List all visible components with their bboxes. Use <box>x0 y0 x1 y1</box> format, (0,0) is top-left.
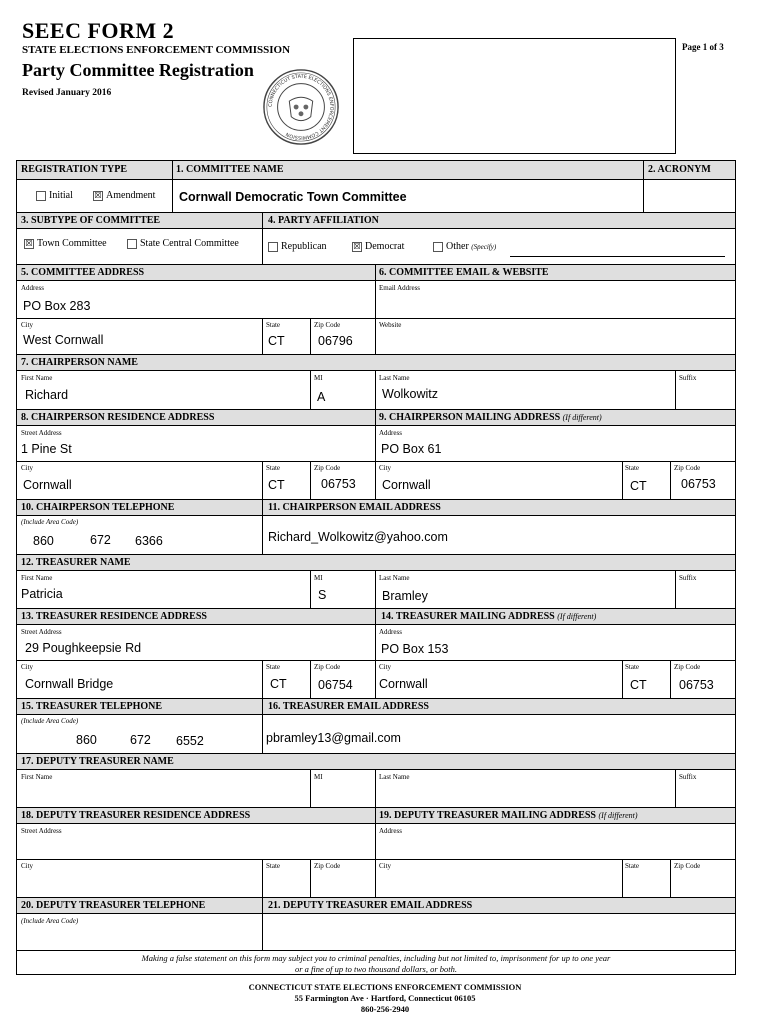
suffix-sublabel: Suffix <box>679 374 697 382</box>
deputy-mailing-label: 19. DEPUTY TREASURER MAILING ADDRESS (If different) <box>379 810 638 821</box>
republican-checkbox[interactable] <box>268 242 278 252</box>
chair-telephone-label: 10. CHAIRPERSON TELEPHONE <box>21 502 175 513</box>
footer-address: 55 Farmington Ave · Hartford, Connecticut 06105 <box>294 993 476 1003</box>
committee-name-field[interactable]: Cornwall Democratic Town Committee <box>179 190 407 204</box>
deputy-last-name-field[interactable] <box>377 782 673 806</box>
treasurer-city-field[interactable]: Cornwall Bridge <box>25 677 114 691</box>
state-central-checkbox[interactable] <box>127 239 137 249</box>
committee-website-field[interactable] <box>377 330 733 353</box>
committee-email-label: 6. COMMITTEE EMAIL & WEBSITE <box>379 267 549 278</box>
treasurer-email-field[interactable]: pbramley13@gmail.com <box>266 731 401 745</box>
deputy-email-field[interactable] <box>264 914 733 949</box>
treasurer-mailing-address-field[interactable]: PO Box 153 <box>381 642 449 656</box>
state-sublabel: State <box>625 862 639 870</box>
address-sublabel: Address <box>21 284 44 292</box>
amendment-checkbox[interactable]: ☒ <box>94 190 102 200</box>
deputy-mailing-city-field[interactable] <box>377 871 620 896</box>
subtype-label: 3. SUBTYPE OF COMMITTEE <box>21 215 161 226</box>
other-option[interactable]: Other (Specify) <box>433 241 496 252</box>
first-name-sublabel: First Name <box>21 773 53 781</box>
democrat-checkbox[interactable]: ☒ <box>353 241 361 251</box>
street-sublabel: Street Address <box>21 827 62 835</box>
chair-first-name-field[interactable]: Richard <box>25 388 69 402</box>
mi-sublabel: MI <box>314 773 323 781</box>
chair-email-label: 11. CHAIRPERSON EMAIL ADDRESS <box>268 502 441 513</box>
deputy-zip-field[interactable] <box>312 871 373 896</box>
treasurer-email-label: 16. TREASURER EMAIL ADDRESS <box>268 701 429 712</box>
first-name-sublabel: First Name <box>21 374 53 382</box>
treasurer-mailing-zip-field[interactable]: 06753 <box>679 678 714 692</box>
city-sublabel: City <box>21 464 34 472</box>
deputy-suffix-field[interactable] <box>677 782 733 806</box>
treasurer-mailing-label: 14. TREASURER MAILING ADDRESS (If different) <box>381 611 597 622</box>
chair-zip-field[interactable]: 06753 <box>321 477 356 491</box>
suffix-sublabel: Suffix <box>679 574 697 582</box>
state-central-option[interactable]: State Central Committee <box>127 238 239 249</box>
chair-mailing-state-field[interactable]: CT <box>630 479 647 493</box>
deputy-telephone-label: 20. DEPUTY TREASURER TELEPHONE <box>21 900 206 911</box>
website-sublabel: Website <box>379 321 402 329</box>
footer-phone: 860-256-2940 <box>360 1004 410 1014</box>
chair-mailing-address-field[interactable]: PO Box 61 <box>381 442 442 456</box>
committee-zip-field[interactable]: 06796 <box>318 334 353 348</box>
chair-phone-prefix-field[interactable]: 672 <box>90 533 111 547</box>
zip-sublabel: Zip Code <box>674 663 701 671</box>
area-code-hint: (Include Area Code) <box>21 717 79 725</box>
agency-name: STATE ELECTIONS ENFORCEMENT COMMISSION <box>22 44 291 56</box>
form-title: SEEC FORM 2 <box>22 18 175 43</box>
deputy-name-label: 17. DEPUTY TREASURER NAME <box>21 756 174 767</box>
deputy-residence-label: 18. DEPUTY TREASURER RESIDENCE ADDRESS <box>21 810 251 821</box>
email-sublabel: Email Address <box>379 284 421 292</box>
town-committee-option[interactable]: ☒ Town Committee <box>25 238 107 249</box>
deputy-mailing-address-field[interactable] <box>377 835 733 858</box>
committee-name-label: 1. COMMITTEE NAME <box>176 164 284 175</box>
democrat-option[interactable]: ☒ Democrat <box>353 241 405 252</box>
chair-mailing-city-field[interactable]: Cornwall <box>382 478 431 492</box>
city-sublabel: City <box>379 464 392 472</box>
treasurer-phone-line-field[interactable]: 6552 <box>176 734 204 748</box>
chair-street-field[interactable]: 1 Pine St <box>21 442 72 456</box>
zip-sublabel: Zip Code <box>314 663 341 671</box>
chair-state-field[interactable]: CT <box>268 478 285 492</box>
state-sublabel: State <box>266 321 280 329</box>
treasurer-name-label: 12. TREASURER NAME <box>21 557 131 568</box>
footer <box>0 982 770 1015</box>
treasurer-first-name-field[interactable]: Patricia <box>21 587 63 601</box>
chair-phone-line-field[interactable]: 6366 <box>135 534 163 548</box>
chair-area-code-field[interactable]: 860 <box>33 534 54 548</box>
town-committee-checkbox[interactable]: ☒ <box>25 238 33 248</box>
initial-checkbox[interactable] <box>36 191 46 201</box>
chair-city-field[interactable]: Cornwall <box>23 478 72 492</box>
received-stamp-box <box>353 38 676 154</box>
other-checkbox[interactable] <box>433 242 443 252</box>
treasurer-zip-field[interactable]: 06754 <box>318 678 353 692</box>
mi-sublabel: MI <box>314 374 323 382</box>
address-sublabel: Address <box>379 628 402 636</box>
initial-option[interactable]: Initial <box>36 190 73 201</box>
treasurer-area-code-field[interactable]: 860 <box>76 733 97 747</box>
treasurer-residence-label: 13. TREASURER RESIDENCE ADDRESS <box>21 611 207 622</box>
city-sublabel: City <box>21 321 34 329</box>
deputy-street-field[interactable] <box>18 835 373 858</box>
chair-mi-field[interactable]: A <box>317 390 326 404</box>
committee-email-field[interactable] <box>377 292 733 317</box>
treasurer-telephone-label: 15. TREASURER TELEPHONE <box>21 701 163 712</box>
republican-option[interactable]: Republican <box>268 241 327 252</box>
document-title: Party Committee Registration <box>22 60 254 80</box>
address-sublabel: Address <box>379 827 402 835</box>
street-sublabel: Street Address <box>21 628 62 636</box>
footer-agency: CONNECTICUT STATE ELECTIONS ENFORCEMENT COMMISSION <box>248 982 522 992</box>
first-name-sublabel: First Name <box>21 574 53 582</box>
area-code-hint: (Include Area Code) <box>21 917 79 925</box>
committee-address-label: 5. COMMITTEE ADDRESS <box>21 267 145 278</box>
registration-type-label: REGISTRATION TYPE <box>21 164 128 175</box>
treasurer-state-field[interactable]: CT <box>270 677 287 691</box>
zip-sublabel: Zip Code <box>314 862 341 870</box>
last-name-sublabel: Last Name <box>379 574 410 582</box>
commission-seal-icon <box>262 68 340 146</box>
city-sublabel: City <box>21 862 34 870</box>
treasurer-mailing-city-field[interactable]: Cornwall <box>379 677 428 691</box>
treasurer-mi-field[interactable]: S <box>318 588 327 602</box>
mi-sublabel: MI <box>314 574 323 582</box>
zip-sublabel: Zip Code <box>314 321 341 329</box>
party-affiliation-label: 4. PARTY AFFILIATION <box>268 215 379 226</box>
state-sublabel: State <box>266 862 280 870</box>
street-sublabel: Street Address <box>21 429 62 437</box>
treasurer-mailing-state-field[interactable]: CT <box>630 678 647 692</box>
treasurer-last-name-field[interactable]: Bramley <box>382 589 428 603</box>
deputy-first-name-field[interactable] <box>18 782 308 806</box>
committee-city-field[interactable]: West Cornwall <box>23 333 104 347</box>
deputy-state-field[interactable] <box>264 871 308 896</box>
state-sublabel: State <box>625 464 639 472</box>
zip-sublabel: Zip Code <box>314 464 341 472</box>
city-sublabel: City <box>21 663 34 671</box>
address-sublabel: Address <box>379 429 402 437</box>
acronym-label: 2. ACRONYM <box>648 164 711 175</box>
deputy-city-field[interactable] <box>18 871 260 896</box>
last-name-sublabel: Last Name <box>379 374 410 382</box>
state-sublabel: State <box>266 464 280 472</box>
treasurer-phone-prefix-field[interactable]: 672 <box>130 733 151 747</box>
chair-mailing-label: 9. CHAIRPERSON MAILING ADDRESS (If different) <box>379 412 602 423</box>
last-name-sublabel: Last Name <box>379 773 410 781</box>
deputy-email-label: 21. DEPUTY TREASURER EMAIL ADDRESS <box>268 900 473 911</box>
revision-date: Revised January 2016 <box>22 88 112 98</box>
zip-sublabel: Zip Code <box>674 464 701 472</box>
chairperson-name-label: 7. CHAIRPERSON NAME <box>21 357 138 368</box>
chair-mailing-zip-field[interactable]: 06753 <box>681 477 716 491</box>
acronym-field[interactable] <box>644 180 734 211</box>
chair-last-name-field[interactable]: Wolkowitz <box>382 387 439 401</box>
deputy-mi-field[interactable] <box>312 782 372 806</box>
state-sublabel: State <box>625 663 639 671</box>
deputy-mailing-state-field[interactable] <box>624 871 668 896</box>
suffix-sublabel: Suffix <box>679 773 697 781</box>
other-specify-line[interactable] <box>510 256 725 257</box>
deputy-mailing-zip-field[interactable] <box>672 871 733 896</box>
treasurer-street-field[interactable]: 29 Poughkeepsie Rd <box>25 641 142 655</box>
chair-residence-label: 8. CHAIRPERSON RESIDENCE ADDRESS <box>21 412 215 423</box>
city-sublabel: City <box>379 663 392 671</box>
amendment-option[interactable]: ☒ Amendment <box>94 190 156 201</box>
false-statement-notice: Making a false statement on this form may subject you to criminal penalties, including but not limited to, imprisonment for up to one year or a fine of up to two thousand dollars, or both. <box>141 953 611 974</box>
seal-ring-text: CONNECTICUT STATE ELECTIONS ENFORCEMENT COMMISSION <box>267 73 335 141</box>
chair-email-field[interactable]: Richard_Wolkowitz@yahoo.com <box>268 530 448 544</box>
state-sublabel: State <box>266 663 280 671</box>
committee-state-field[interactable]: CT <box>268 334 285 348</box>
area-code-hint: (Include Area Code) <box>21 518 79 526</box>
city-sublabel: City <box>379 862 392 870</box>
deputy-telephone-field[interactable] <box>18 926 260 949</box>
committee-address-field[interactable]: PO Box 283 <box>23 299 91 313</box>
zip-sublabel: Zip Code <box>674 862 701 870</box>
page-number: Page 1 of 3 <box>682 42 724 52</box>
